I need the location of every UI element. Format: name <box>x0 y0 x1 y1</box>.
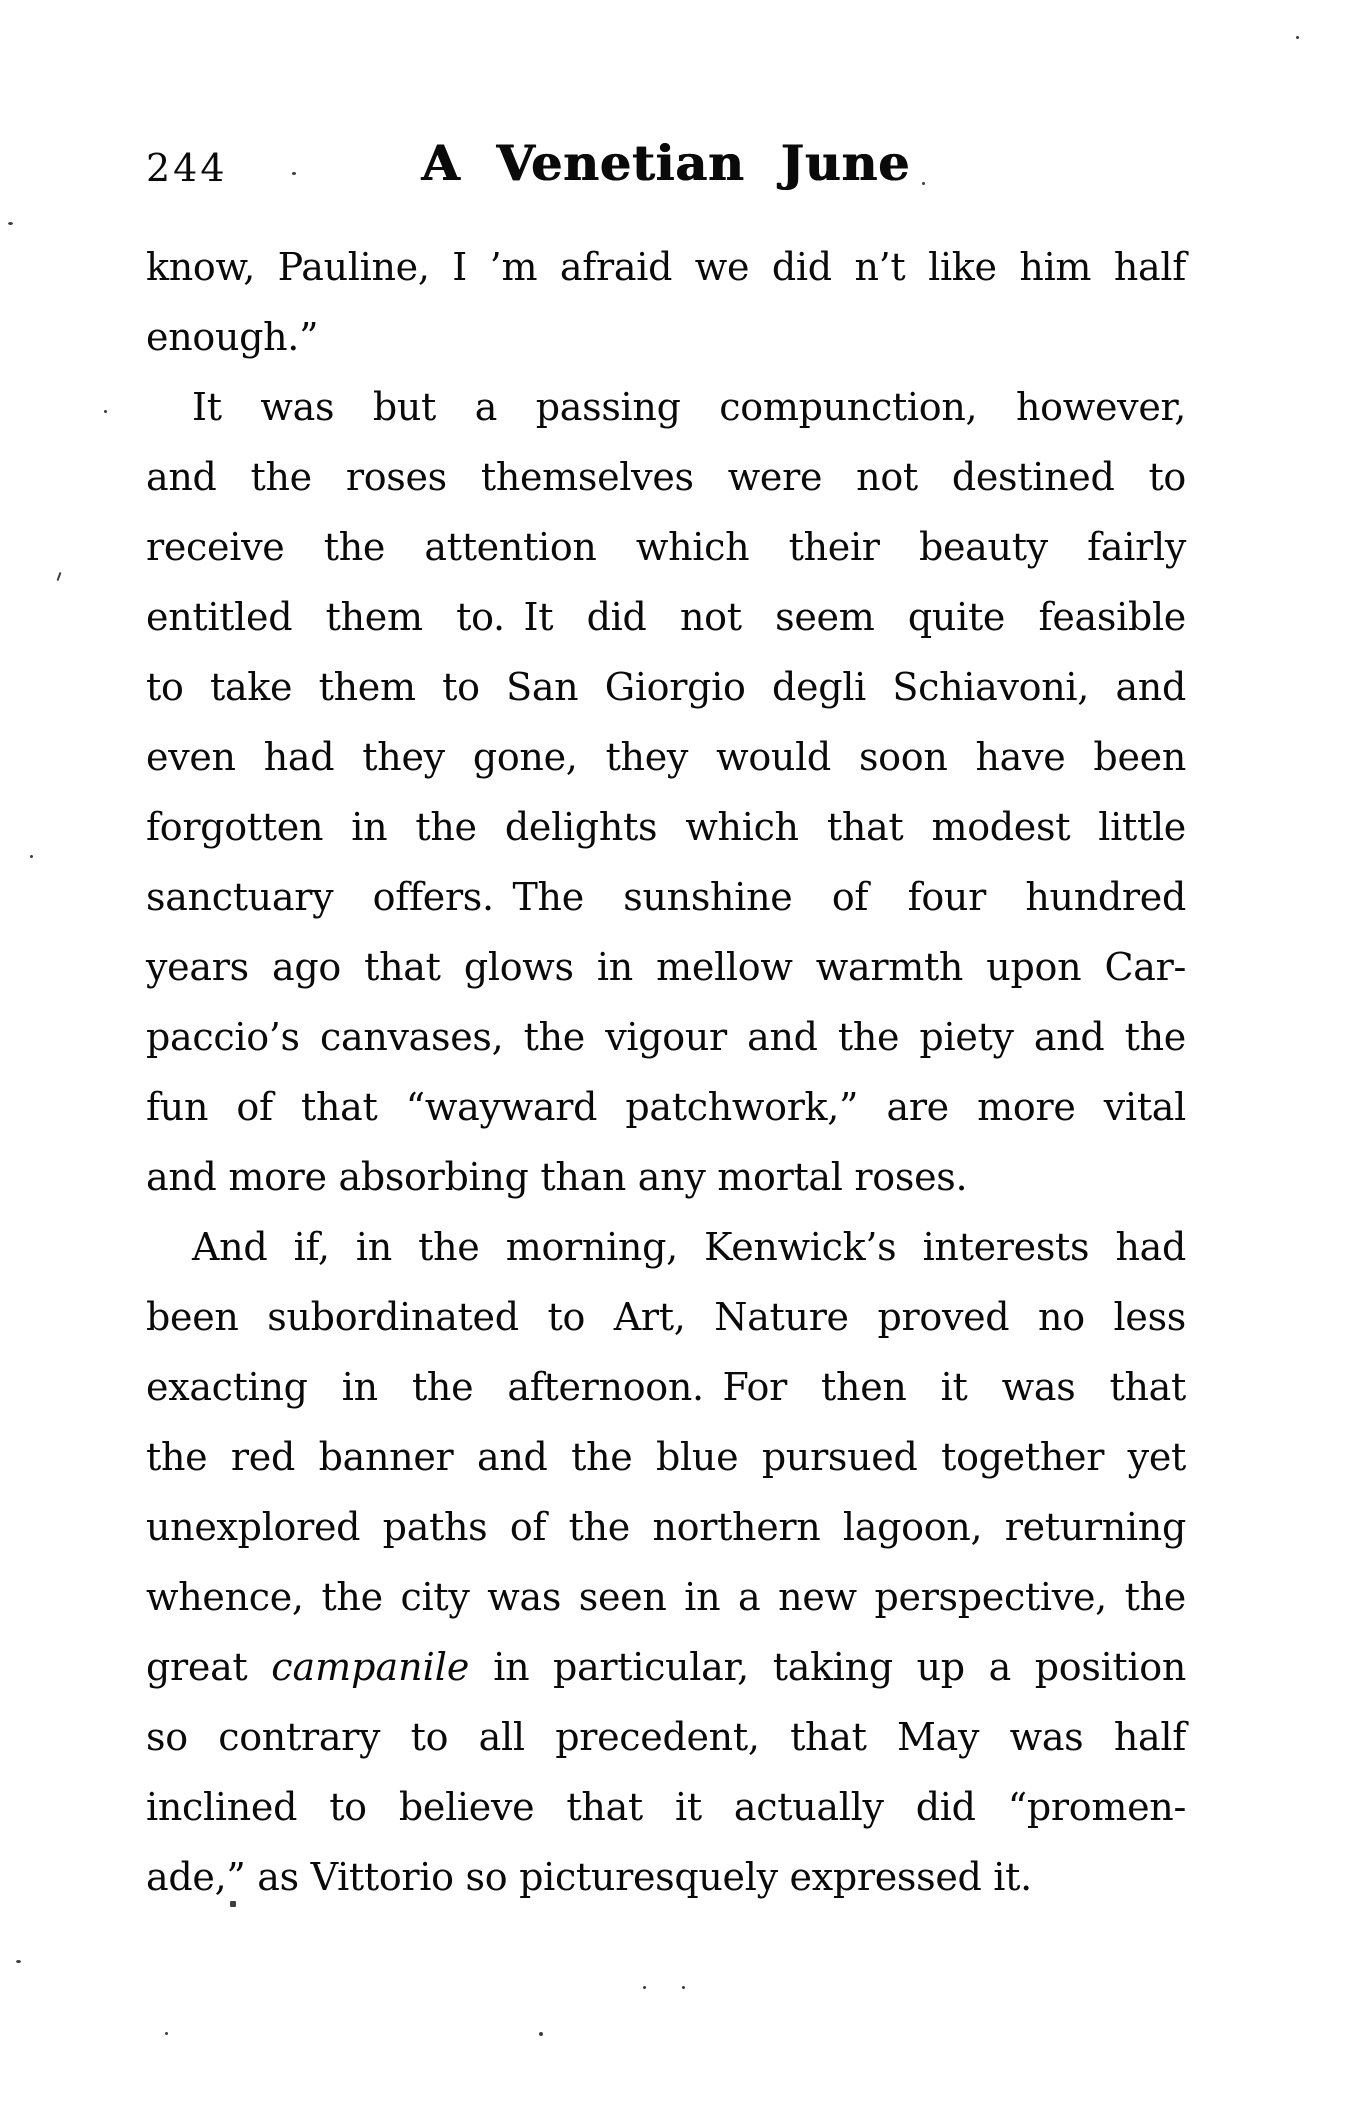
scan-speck <box>922 182 925 185</box>
scan-speck <box>57 572 62 581</box>
text-line: paccio’s canvases, the vigour and the piety and the <box>146 1015 1186 1059</box>
text-line: forgotten in the delights which that modest little <box>146 805 1186 849</box>
text-line: entitled them to. It did not seem quite feasible <box>146 595 1186 639</box>
text-line: It was but a passing compunction, however, <box>192 385 1186 429</box>
text-line: enough.” <box>146 315 319 359</box>
line-segment: in particular, taking up a position <box>469 1645 1187 1689</box>
text-line: sanctuary offers. The sunshine of four hundred <box>146 875 1186 919</box>
scan-speck <box>230 1901 236 1907</box>
text-line: and more absorbing than any mortal roses. <box>146 1155 968 1199</box>
text-block <box>146 232 1186 1912</box>
scan-speck <box>16 1960 21 1963</box>
text-line: know, Pauline, I ’m afraid we did n’t like him half <box>146 245 1186 289</box>
scan-speck <box>104 410 107 413</box>
scan-speck <box>30 855 33 858</box>
page-number: 244 <box>146 146 228 190</box>
text-line: and the roses themselves were not destined to <box>146 455 1186 499</box>
text-line: inclined to believe that it actually did “promen- <box>146 1785 1186 1829</box>
text-line: to take them to San Giorgio degli Schiavoni, and <box>146 665 1186 709</box>
text-line: fun of that “wayward patchwork,” are more vital <box>146 1085 1186 1129</box>
scan-speck <box>165 2032 168 2035</box>
text-line: receive the attention which their beauty fairly <box>146 525 1186 569</box>
text-line: so contrary to all precedent, that May was half <box>146 1715 1186 1759</box>
scan-speck <box>292 172 296 175</box>
page-header <box>146 134 1186 194</box>
text-line: unexplored paths of the northern lagoon, returning <box>146 1505 1186 1549</box>
text-line: years ago that glows in mellow warmth upon Car- <box>146 945 1186 989</box>
scan-speck <box>682 1986 685 1989</box>
text-line: whence, the city was seen in a new perspective, the <box>146 1575 1186 1619</box>
scan-speck <box>539 2032 543 2036</box>
text-line: the red banner and the blue pursued together yet <box>146 1435 1186 1479</box>
scan-speck <box>643 1986 646 1989</box>
italic-word: campanile <box>271 1645 470 1689</box>
line-segment: great <box>146 1645 272 1689</box>
text-line: And if, in the morning, Kenwick’s interests had <box>192 1225 1186 1269</box>
text-line: even had they gone, they would soon have been <box>146 735 1186 779</box>
text-line <box>146 1632 1186 1702</box>
running-title: A Venetian June <box>421 134 911 192</box>
text-line: ade,” as Vittorio so picturesquely expressed it. <box>146 1855 1032 1899</box>
scan-speck <box>8 222 13 225</box>
text-line: been subordinated to Art, Nature proved no less <box>146 1295 1186 1339</box>
scan-speck <box>1296 36 1299 39</box>
text-line: exacting in the afternoon. For then it was that <box>146 1365 1186 1409</box>
